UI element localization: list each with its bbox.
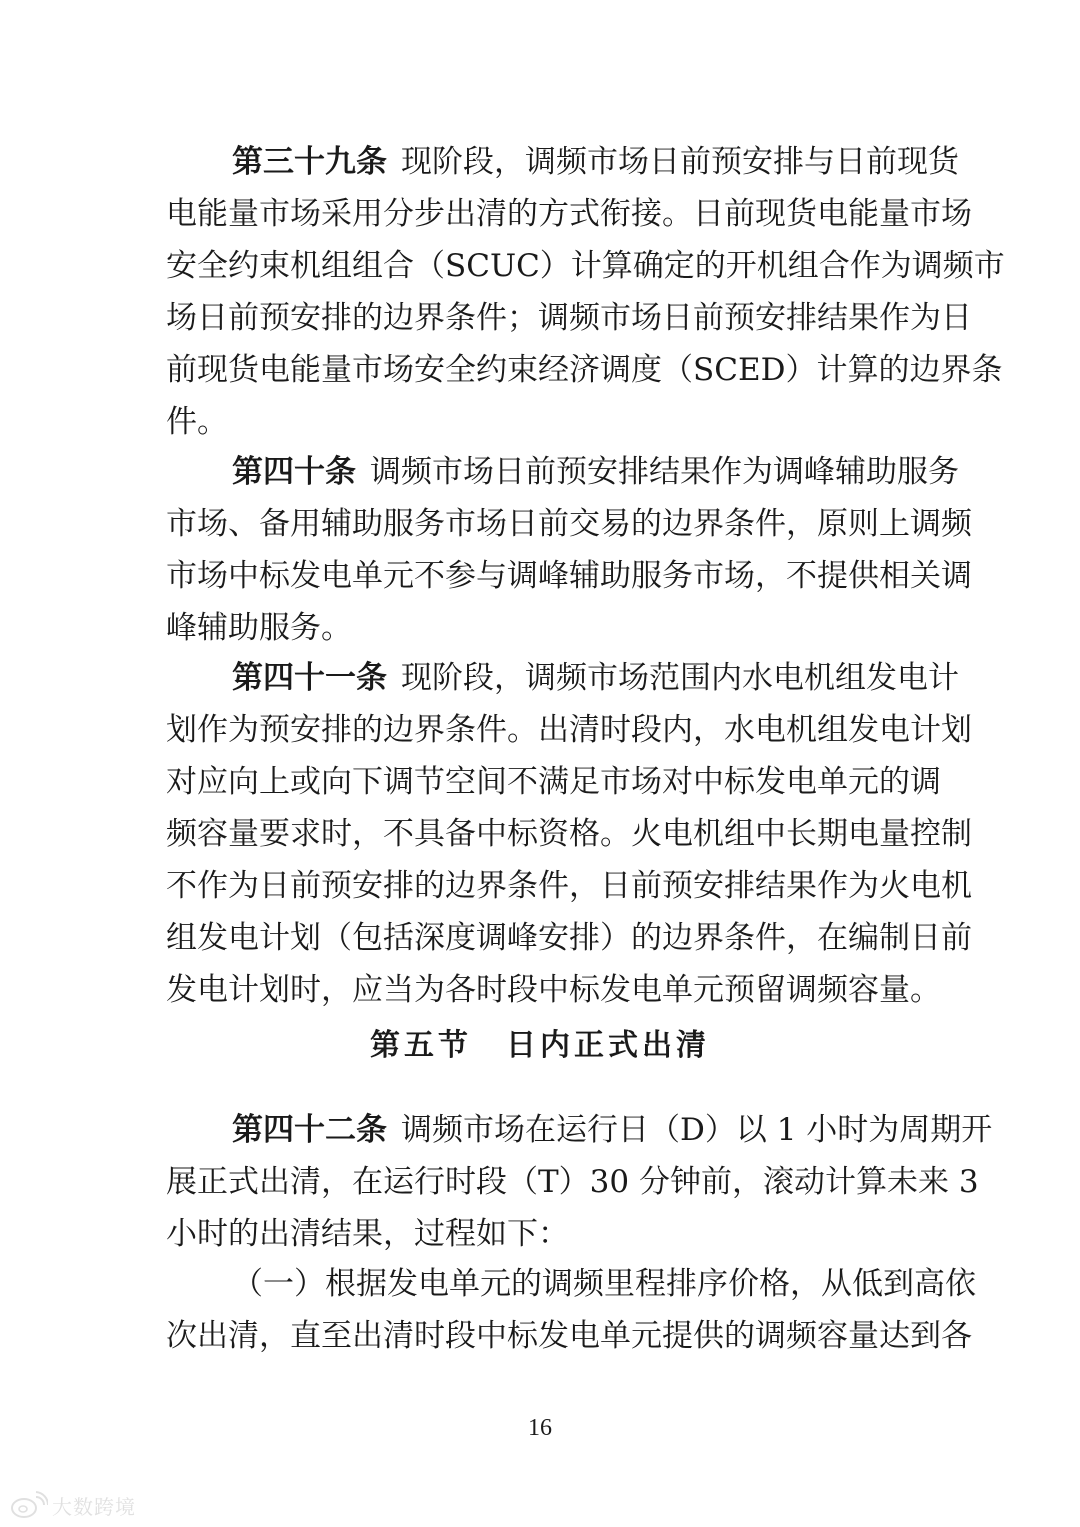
article-39-line-3: 安全约束机组组合（SCUC）计算确定的开机组合作为调频市 bbox=[166, 248, 1005, 284]
article-39-line-5: 前现货电能量市场安全约束经济调度（SCED）计算的边界条 bbox=[166, 352, 1003, 388]
article-39-heading: 第三十九条 bbox=[232, 144, 387, 180]
page-number: 16 bbox=[528, 1415, 552, 1441]
item-1-line-1: （一）根据发电单元的调频里程排序价格，从低到高依 bbox=[232, 1266, 976, 1302]
item-1-line-2: 次出清，直至出清时段中标发电单元提供的调频容量达到各 bbox=[166, 1318, 972, 1354]
article-41-text: 现阶段，调频市场范围内水电机组发电计 bbox=[401, 660, 959, 696]
article-39-text: 现阶段，调频市场日前预安排与日前现货 bbox=[401, 144, 959, 180]
article-41-line-6: 组发电计划（包括深度调峰安排）的边界条件，在编制日前 bbox=[166, 920, 972, 956]
article-41-line-5: 不作为日前预安排的边界条件，日前预安排结果作为火电机 bbox=[166, 868, 972, 904]
article-39-line-4: 场日前预安排的边界条件；调频市场日前预安排结果作为日 bbox=[166, 300, 972, 336]
article-41-line-4: 频容量要求时，不具备中标资格。火电机组中长期电量控制 bbox=[166, 816, 972, 852]
article-41-line-3: 对应向上或向下调节空间不满足市场对中标发电单元的调 bbox=[166, 764, 941, 800]
section-title: 第五节 日内正式出清 bbox=[370, 1028, 710, 1063]
article-40-line-4: 峰辅助服务。 bbox=[166, 610, 352, 646]
article-42-text: 调频市场在运行日（D）以 1 小时为周期开 bbox=[401, 1112, 993, 1148]
article-41-line-1 bbox=[232, 652, 959, 704]
article-42-line-2: 展正式出清，在运行时段（T）30 分钟前，滚动计算未来 3 bbox=[166, 1164, 979, 1200]
article-39-line-1 bbox=[232, 136, 959, 188]
article-40-line-1 bbox=[232, 446, 959, 498]
article-41-heading: 第四十一条 bbox=[232, 660, 387, 696]
watermark bbox=[10, 1490, 136, 1520]
article-40-heading: 第四十条 bbox=[232, 454, 356, 490]
article-42-heading: 第四十二条 bbox=[232, 1112, 387, 1148]
watermark-text: 大数跨境 bbox=[52, 1494, 136, 1519]
article-40-line-2: 市场、备用辅助服务市场日前交易的边界条件，原则上调频 bbox=[166, 506, 972, 542]
weibo-logo-icon bbox=[10, 1491, 48, 1519]
article-39-line-6: 件。 bbox=[166, 404, 228, 440]
article-40-text: 调频市场日前预安排结果作为调峰辅助服务 bbox=[370, 454, 959, 490]
article-41-line-2: 划作为预安排的边界条件。出清时段内，水电机组发电计划 bbox=[166, 712, 972, 748]
article-40-line-3: 市场中标发电单元不参与调峰辅助服务市场，不提供相关调 bbox=[166, 558, 972, 594]
article-41-line-7: 发电计划时，应当为各时段中标发电单元预留调频容量。 bbox=[166, 972, 941, 1008]
article-39-line-2: 电能量市场采用分步出清的方式衔接。日前现货电能量市场 bbox=[166, 196, 972, 232]
article-42-line-3: 小时的出清结果，过程如下： bbox=[166, 1216, 569, 1252]
article-42-line-1 bbox=[232, 1104, 993, 1156]
